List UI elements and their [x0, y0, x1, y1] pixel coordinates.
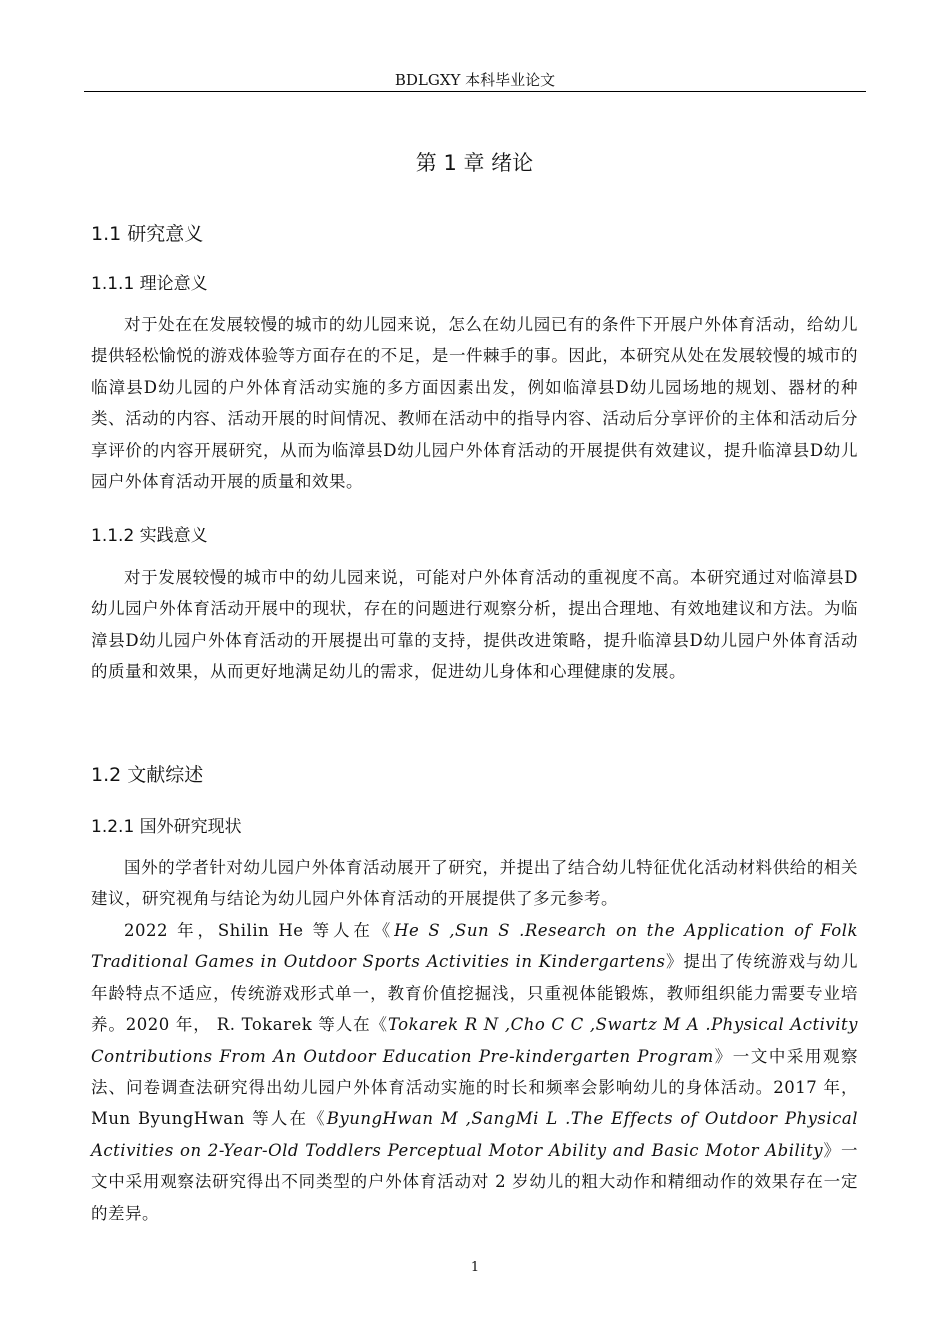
chapter-title: 第 1 章 绪论 — [415, 151, 534, 175]
citation-title: Tokarek R N ,Cho C C ,Swartz M A .Physical Activity Contributions From An Outdoor Education Pre-kindergarten Program — [91, 1015, 858, 1066]
section-heading-1-1-2: 1.1.2 实践意义 — [91, 526, 208, 546]
citation-title: He S ,Sun S .Research on the Application of Folk Traditional Games in Outdoor Sports Activities in Kindergartens — [91, 921, 858, 972]
header-rule — [84, 91, 866, 92]
section-heading-1-2: 1.2 文献综述 — [91, 764, 204, 786]
section-heading-1-1-1: 1.1.1 理论意义 — [91, 274, 208, 294]
section-heading-1-1: 1.1 研究意义 — [91, 223, 204, 245]
text-segment: 》提出了传统游戏与幼儿年龄特点不适应，传统游戏形式单一，教育价值挖掘浅，只重视体能锻炼，教师组织能力需要专业培养。2020 年， R. Tokarek 等人在《 — [91, 952, 859, 1035]
paragraph-theoretical-significance: 对于处在在发展较慢的城市的幼儿园来说，怎么在幼儿园已有的条件下开展户外体育活动，给幼儿提供轻松愉悦的游戏体验等方面存在的不足，是一件棘手的事。因此，本研究从处在发展较慢的城市的临漳县D幼儿园的户外体育活动实施的多方面因素出发，例如临漳县D幼儿园场地的规划、器材的种类、活动的内容、活动开展的时间情况、教师在活动中的指导内容、活动后分享评价的主体和活动后分享评价的内容开展研究，从而为临漳县D幼儿园户外体育活动的开展提供有效建议，提升临漳县D幼儿园户外体育活动开展的质量和效果。 — [91, 315, 858, 492]
section-heading-1-2-1: 1.2.1 国外研究现状 — [91, 817, 242, 837]
text-segment: 》一文中采用观察法研究得出不同类型的户外体育活动对 2 岁幼儿的粗大动作和精细动作的效果存在一定的差异。 — [91, 1140, 859, 1223]
paragraph-practical-significance: 对于发展较慢的城市中的幼儿园来说，可能对户外体育活动的重视度不高。本研究通过对临漳县D幼儿园户外体育活动开展中的现状，存在的问题进行观察分析，提出合理地、有效地建议和方法。为临漳县D幼儿园户外体育活动的开展提出可靠的支持，提供改进策略，提升临漳县D幼儿园户外体育活动的质量和效果，从而更好地满足幼儿的需求，促进幼儿身体和心理健康的发展。 — [91, 568, 858, 682]
paragraph-foreign-research-detail — [91, 915, 858, 1229]
paragraph-foreign-research-intro: 国外的学者针对幼儿园户外体育活动展开了研究，并提出了结合幼儿特征优化活动材料供给的相关建议，研究视角与结论为幼儿园户外体育活动的开展提供了多元参考。 — [91, 858, 858, 909]
text-segment: 2022 年，Shilin He 等人在《 — [124, 921, 395, 940]
running-header: BDLGXY 本科毕业论文 — [394, 71, 556, 89]
text-segment: 》一文中采用观察法、问卷调查法研究得出幼儿园户外体育活动实施的时长和频率会影响幼儿的身体活动。2017 年，Mun ByungHwan 等人在《 — [91, 1046, 859, 1129]
citation-title: ByungHwan M ,SangMi L .The Effects of Outdoor Physical Activities on 2-Year-Old Toddlers Perceptual Motor Ability and Basic Motor Ability — [91, 1109, 858, 1160]
page-number: 1 — [470, 1260, 480, 1275]
